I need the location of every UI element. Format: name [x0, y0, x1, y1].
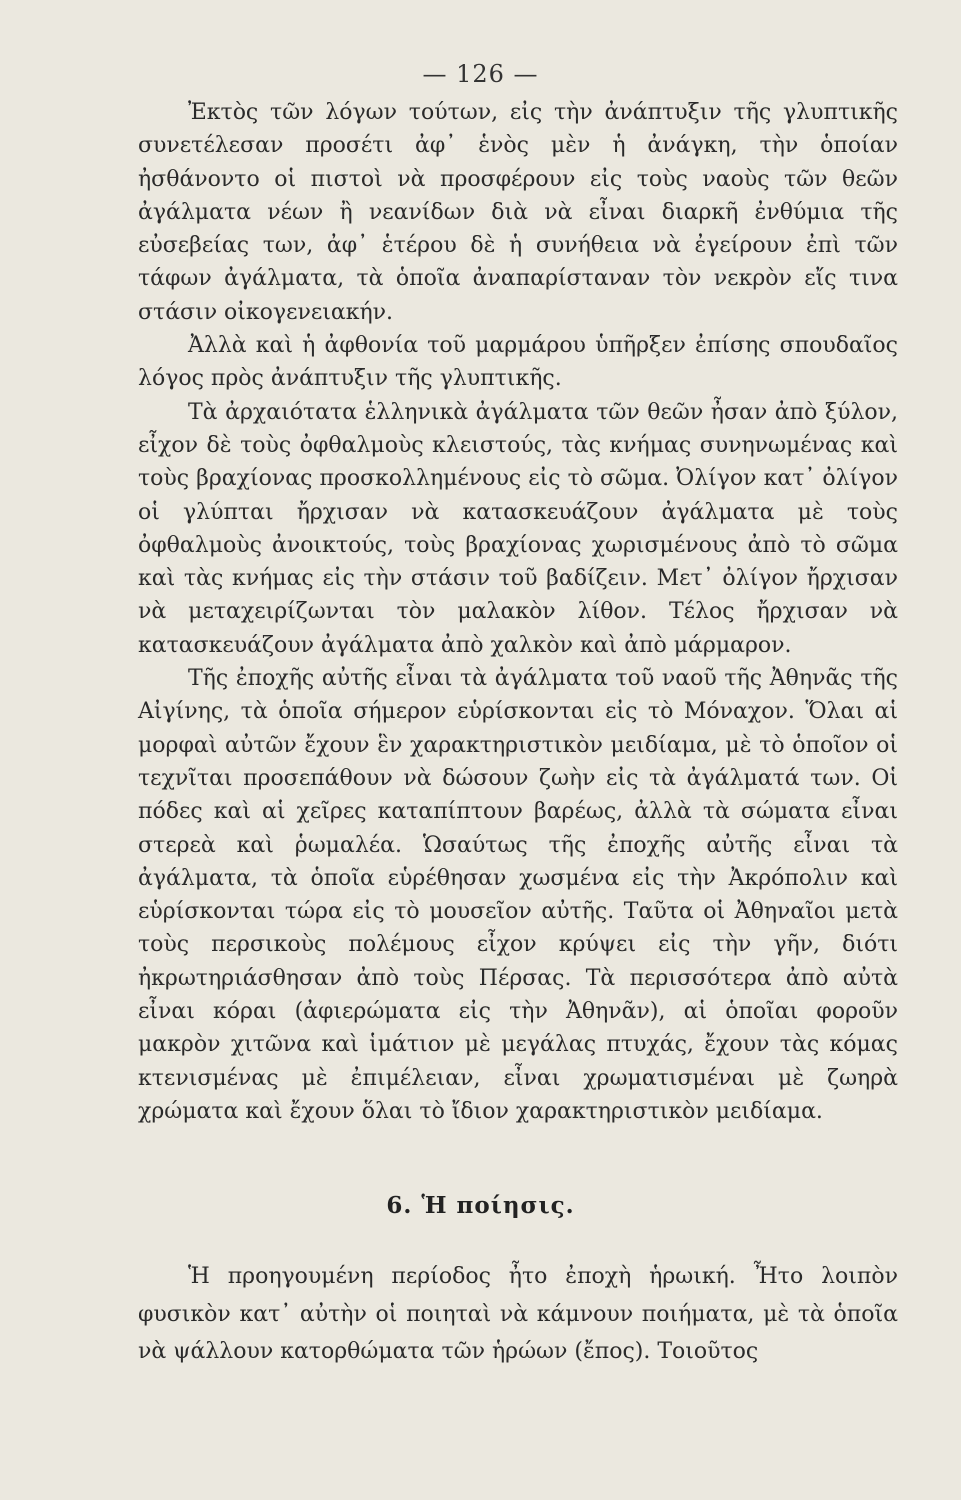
- main-text-block: [138, 96, 898, 1128]
- paragraph: Τῆς ἐποχῆς αὐτῆς εἶναι τὰ ἀγάλματα τοῦ ναοῦ τῆς Ἀθηνᾶς τῆς Αἰγίνης, τὰ ὁποῖα σήμερον εὑρίσκονται εἰς τὸ Μόναχον. Ὅλαι αἱ μορφαὶ αὐτῶν ἔχουν ἓν χαρακτηριστικὸν μειδίαμα, μὲ τὸ ὁποῖον οἱ τεχνῖται προσεπάθουν νὰ δώσουν ζωὴν εἰς τὰ ἀγάλματά των. Οἱ πόδες καὶ αἱ χεῖρες καταπίπτουν βαρέως, ἀλλὰ τὰ σώματα εἶναι στερεὰ καὶ ῥωμαλέα. Ὡσαύτως τῆς ἐποχῆς αὐτῆς εἶναι τὰ ἀγάλματα, τὰ ὁποῖα εὑρέθησαν χωσμένα εἰς τὴν Ἀκρόπολιν καὶ εὑρίσκονται τώρα εἰς τὸ μουσεῖον αὐτῆς. Ταῦτα οἱ Ἀθηναῖοι μετὰ τοὺς περσικοὺς πολέμους εἶχον κρύψει εἰς τὴν γῆν, διότι ἠκρωτηριάσθησαν ἀπὸ τοὺς Πέρσας. Τὰ περισσότερα ἀπὸ αὐτὰ εἶναι κόραι (ἀφιερώματα εἰς τὴν Ἀθηνᾶν), αἱ ὁποῖαι φοροῦν μακρὸν χιτῶνα καὶ ἱμάτιον μὲ μεγάλας πτυχάς, ἔχουν τὰς κόμας κτενισμένας μὲ ἐπιμέλειαν, εἶναι χρωματισμέναι μὲ ζωηρὰ χρώματα καὶ ἔχουν ὅλαι τὸ ἴδιον χαρακτηριστικὸν μειδίαμα.: [138, 666, 898, 1124]
- page-number: — 126 —: [422, 60, 539, 88]
- section-heading: 6. Ἡ ποίησις.: [386, 1192, 575, 1219]
- section-text-block: [138, 1258, 898, 1371]
- paragraph: Ἐκτὸς τῶν λόγων τούτων, εἰς τὴν ἀνάπτυξιν τῆς γλυπτικῆς συνετέλεσαν προσέτι ἀφ᾿ ἑνὸς μὲν ἡ ἀνάγκη, τὴν ὁποίαν ἠσθάνοντο οἱ πιστοὶ νὰ προσφέρουν εἰς τοὺς ναοὺς τῶν θεῶν ἀγάλματα νέων ἢ νεανίδων διὰ νὰ εἶναι διαρκῆ ἐνθύμια τῆς εὐσεβείας των, ἀφ᾿ ἑτέρου δὲ ἡ συνήθεια νὰ ἐγείρουν ἐπὶ τῶν τάφων ἀγάλματα, τὰ ὁποῖα ἀναπαρίσταναν τὸν νεκρὸν εἴς τινα στάσιν οἰκογενειακήν.: [138, 100, 898, 325]
- paragraph: Τὰ ἀρχαιότατα ἑλληνικὰ ἀγάλματα τῶν θεῶν ἦσαν ἀπὸ ξύλον, εἶχον δὲ τοὺς ὀφθαλμοὺς κλειστούς, τὰς κνήμας συνηνωμένας καὶ τοὺς βραχίονας προσκολλημένους εἰς τὸ σῶμα. Ὀλίγον κατ᾿ ὀλίγον οἱ γλύπται ἤρχισαν νὰ κατασκευάζουν ἀγάλματα μὲ τοὺς ὀφθαλμοὺς ἀνοικτούς, τοὺς βραχίονας χωρισμένους ἀπὸ τὸ σῶμα καὶ τὰς κνήμας εἰς τὴν στάσιν τοῦ βαδίζειν. Μετ᾿ ὀλίγον ἤρχισαν νὰ μεταχειρίζωνται τὸν μαλακὸν λίθον. Τέλος ἤρχισαν νὰ κατασκευάζουν ἀγάλματα ἀπὸ χαλκὸν καὶ ἀπὸ μάρμαρον.: [138, 399, 898, 658]
- paragraph: Ἀλλὰ καὶ ἡ ἀφθονία τοῦ μαρμάρου ὑπῆρξεν ἐπίσης σπουδαῖος λόγος πρὸς ἀνάπτυξιν τῆς γλυπτικῆς.: [138, 333, 898, 392]
- paragraph: Ἡ προηγουμένη περίοδος ἦτο ἐποχὴ ἡρωική. Ἦτο λοιπὸν φυσικὸν κατ᾿ αὐτὴν οἱ ποιηταὶ νὰ κάμνουν ποιήματα, μὲ τὰ ὁποῖα νὰ ψάλλουν κατορθώματα τῶν ἡρώων (ἔπος). Τοιοῦτος: [138, 1264, 898, 1364]
